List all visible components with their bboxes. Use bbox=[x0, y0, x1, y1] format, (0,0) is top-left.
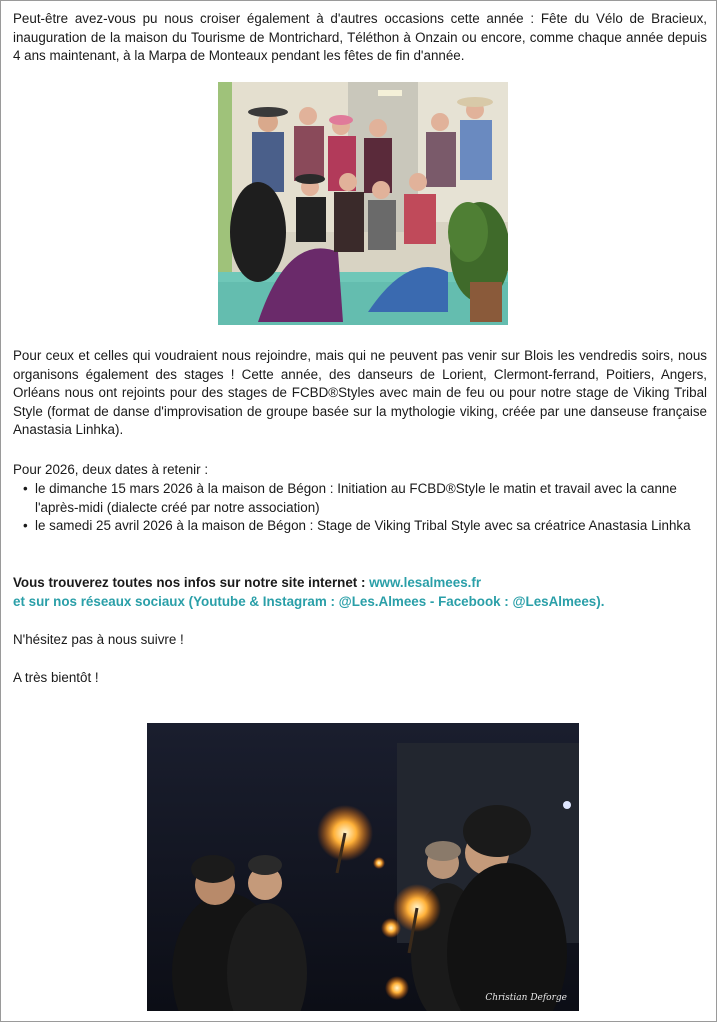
closing-text: A très bientôt ! bbox=[13, 670, 99, 685]
date-item: • le samedi 25 avril 2026 à la maison de Bégon : Stage de Viking Tribal Style avec sa créatrice Anastasia Linhka bbox=[13, 517, 703, 536]
infos-line-1 bbox=[13, 574, 707, 593]
dates-heading: Pour 2026, deux dates à retenir : bbox=[13, 462, 209, 477]
fire-dance-night-photo bbox=[147, 723, 579, 1011]
date-item: • le dimanche 15 mars 2026 à la maison de Bégon : Initiation au FCBD®Style le matin et travail avec la canne l'après-midi (dialecte créé par notre association) bbox=[13, 480, 703, 517]
infos-prefix-text: Vous trouverez toutes nos infos sur notre site internet : bbox=[13, 575, 370, 590]
social-networks-line[interactable]: et sur nos réseaux sociaux (Youtube & Instagram : @Les.Almees - Facebook : @LesAlmees). bbox=[13, 594, 605, 609]
website-link[interactable]: www.lesalmees.fr bbox=[369, 575, 482, 590]
follow-text: N'hésitez pas à nous suivre ! bbox=[13, 632, 184, 647]
group-costume-photo bbox=[218, 82, 508, 325]
stages-paragraph: Pour ceux et celles qui voudraient nous rejoindre, mais qui ne peuvent pas venir sur Blois les vendredis soirs, nous organisons également des stages ! Cette année, des danseurs de Lorient, Clermont-ferrand, Poitiers, Angers, Orléans nous ont rejoints pour des stages de FCBD®Styles avec main de feu ou pour notre stage de Viking Tribal Style (format de danse d'improvisation de groupe basée sur la mythologie viking, créée par une danseuse française Anastasia Linhka). bbox=[13, 348, 707, 438]
intro-paragraph: Peut-être avez-vous pu nous croiser également à d'autres occasions cette année : Fête du Vélo de Bracieux, inauguration de la maison du Tourisme de Montrichard, Téléthon à Onzain ou encore, comme chaque année depuis 4 ans maintenant, à la Marpa de Monteaux pendant les fêtes de fin d'année. bbox=[13, 11, 707, 64]
photographer-signature: Christian Deforge bbox=[485, 993, 567, 1003]
dates-list bbox=[13, 480, 703, 536]
